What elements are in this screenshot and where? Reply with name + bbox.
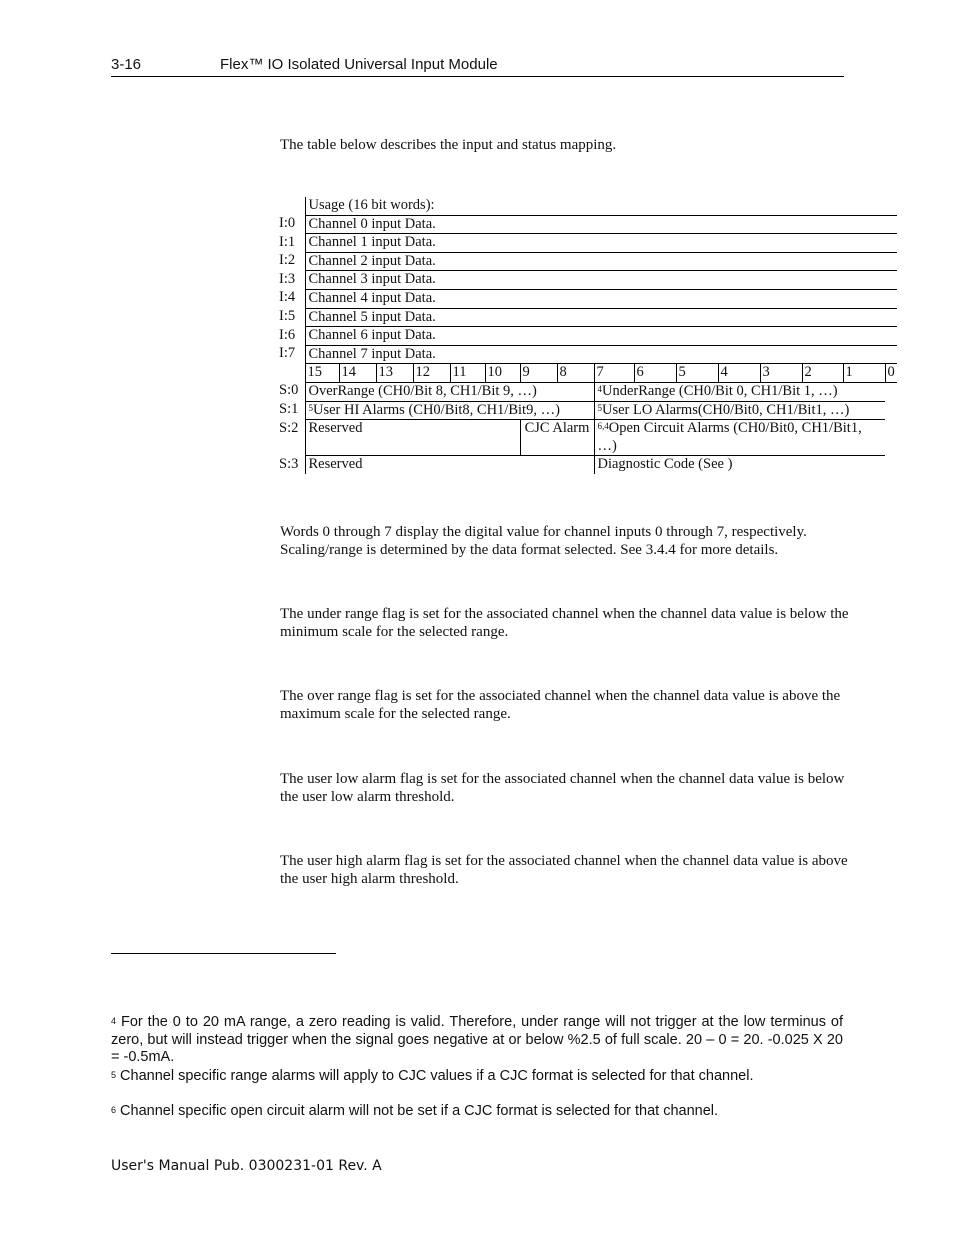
word-label: I:6: [277, 327, 305, 346]
word-label: S:0: [277, 382, 305, 401]
word-usage: Channel 5 input Data.: [305, 308, 897, 327]
table-row: [277, 327, 897, 346]
bit-number: 10: [485, 364, 520, 383]
word-usage: Channel 3 input Data.: [305, 271, 897, 290]
word-usage: Channel 4 input Data.: [305, 289, 897, 308]
body-paragraph: Words 0 through 7 display the digital value for channel inputs 0 through 7, respectively. Scaling/range is determined by the data format selected. See 3.4.4 for more details.: [280, 524, 807, 558]
status-row-s3: [277, 456, 897, 474]
table-row: [277, 345, 897, 364]
status-reserved: Reserved: [305, 420, 520, 456]
word-label: I:4: [277, 289, 305, 308]
running-header-title: Flex™ IO Isolated Universal Input Module: [220, 56, 498, 73]
status-row-s1: [277, 401, 897, 420]
table-row: [277, 308, 897, 327]
bit-number: 3: [760, 364, 802, 383]
cjc-alarm-cell: CJC Alarm: [520, 420, 594, 456]
intro-text: The table below describes the input and status mapping.: [280, 137, 617, 153]
status-reserved: Reserved: [305, 456, 594, 474]
bit-number: 7: [594, 364, 634, 383]
bit-number: 0: [885, 364, 897, 383]
bit-number: 13: [376, 364, 413, 383]
footnote: $^5$ Channel specific range alarms will apply to CJC values if a CJC format is selected for that channel.: [111, 1068, 754, 1084]
table-row: [277, 289, 897, 308]
word-label: I:5: [277, 308, 305, 327]
bit-number: 15: [305, 364, 339, 383]
status-high-byte: OverRange (CH0/Bit 8, CH1/Bit 9, …): [305, 382, 594, 401]
status-low-byte: $^5$User LO Alarms(CH0/Bit0, CH1/Bit1, …): [594, 401, 885, 420]
word-label: I:2: [277, 252, 305, 271]
bit-number: 2: [802, 364, 843, 383]
body-paragraph: The user low alarm flag is set for the associated channel when the channel data value is below the user low alarm threshold.: [280, 771, 845, 805]
body-paragraph: The over range flag is set for the associated channel when the channel data value is above the maximum scale for the selected range.: [280, 688, 841, 722]
table-row: [277, 215, 897, 234]
word-usage: Channel 6 input Data.: [305, 327, 897, 346]
body-paragraph: The under range flag is set for the associated channel when the channel data value is below the minimum scale for the selected range.: [280, 606, 849, 640]
io-mapping-table: [277, 197, 897, 474]
bit-number: 6: [634, 364, 676, 383]
bit-number-row: [277, 364, 897, 383]
footnote: $^6$ Channel specific open circuit alarm will not be set if a CJC format is selected for that channel.: [111, 1103, 719, 1119]
bit-number: 8: [557, 364, 594, 383]
word-label: I:7: [277, 345, 305, 364]
usage-header: Usage (16 bit words):: [305, 197, 897, 215]
table-row: [277, 271, 897, 290]
body-paragraph: The user high alarm flag is set for the associated channel when the channel data value is above the user high alarm threshold.: [280, 853, 848, 887]
header-rule: [111, 76, 844, 77]
bit-number: 11: [450, 364, 485, 383]
footnote: $^4$ For the 0 to 20 mA range, a zero reading is valid. Therefore, under range will not trigger at the low terminus of zero, but will instead trigger when the signal goes negative at or below %2.5 of full scale. 20 – 0 = 20. -0.025 X 20 = -0.5mA.: [111, 1014, 843, 1065]
table-row: [277, 252, 897, 271]
word-label: I:3: [277, 271, 305, 290]
status-row-s0: [277, 382, 897, 401]
status-low-byte: $^{6,4}$Open Circuit Alarms (CH0/Bit0, CH1/Bit1, …): [594, 420, 885, 456]
diagnostic-code-cell: Diagnostic Code (See ): [597, 456, 733, 473]
bit-number: 1: [843, 364, 885, 383]
bit-number: 5: [676, 364, 718, 383]
word-usage: Channel 2 input Data.: [305, 252, 897, 271]
bit-number: 4: [718, 364, 760, 383]
bit-number: 12: [413, 364, 450, 383]
page-footer: User's Manual Pub. 0300231-01 Rev. A: [111, 1158, 382, 1174]
word-usage: Channel 1 input Data.: [305, 234, 897, 253]
bit-number: 9: [520, 364, 557, 383]
page-number: 3-16: [111, 56, 142, 73]
status-high-byte: $^5$User HI Alarms (CH0/Bit8, CH1/Bit9, …): [305, 401, 594, 420]
word-label: S:2: [277, 420, 305, 456]
word-label: S:3: [277, 456, 305, 474]
status-low-byte: $^4$UnderRange (CH0/Bit 0, CH1/Bit 1, …): [594, 382, 885, 401]
word-label: I:1: [277, 234, 305, 253]
table-row: [277, 234, 897, 253]
status-row-s2: [277, 420, 897, 456]
footnote-separator: [111, 953, 336, 954]
word-usage: Channel 7 input Data.: [305, 345, 897, 364]
bit-number: 14: [339, 364, 376, 383]
table-header-row: [277, 197, 897, 215]
word-usage: Channel 0 input Data.: [305, 215, 897, 234]
word-label: S:1: [277, 401, 305, 420]
word-label: I:0: [277, 215, 305, 234]
